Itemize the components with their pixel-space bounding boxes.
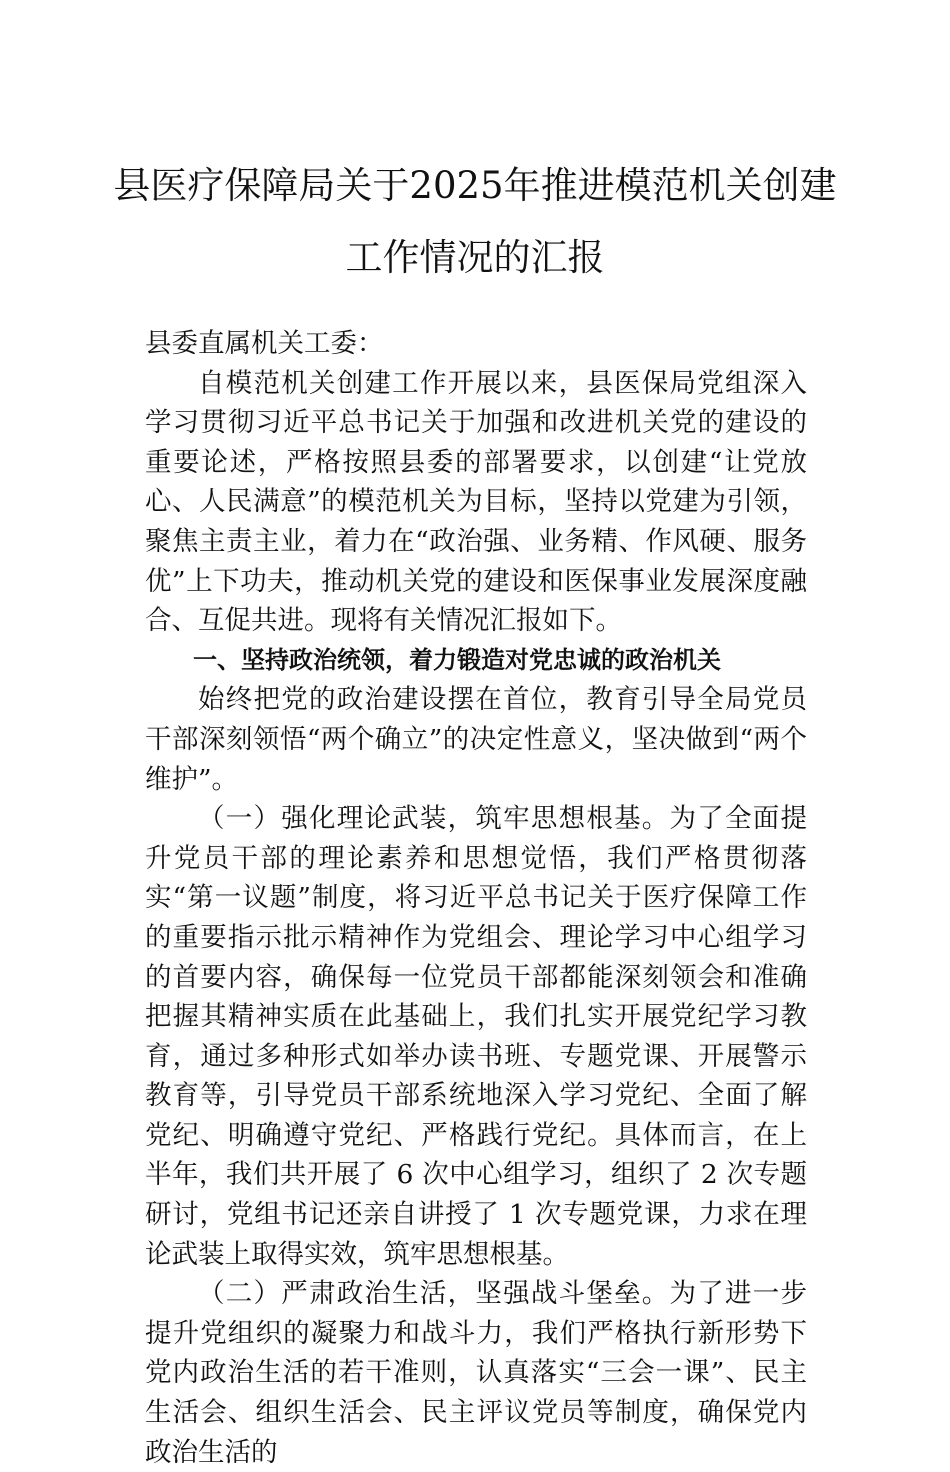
intro-paragraph: 自模范机关创建工作开展以来，县医保局党组深入学习贯彻习近平总书记关于加强和改进机关党的建设的重要论述，严格按照县委的部署要求，以创建“让党放心、人民满意”的模范机关为目标，坚持以党建为引领，聚焦主责主业，着力在“政治强、业务精、作风硬、服务优”上下功夫，推动机关党的建设和医保事业发展深度融合、互促共进。现将有关情况汇报如下。 [145, 367, 807, 637]
salutation: 县委直属机关工委： [145, 328, 384, 359]
section-1-intro-paragraph: 始终把党的政治建设摆在首位，教育引导全局党员干部深刻领悟“两个确立”的决定性意义，坚决做到“两个维护”。 [145, 684, 807, 795]
document-body [145, 324, 807, 1472]
section-heading-1: 一、坚持政治统领，着力锻造对党忠诚的政治机关 [193, 645, 721, 674]
document-title: 县医疗保障局关于2025年推进模范机关创建工作情况的汇报 [113, 164, 837, 279]
subsection-2-paragraph: （二）严肃政治生活，坚强战斗堡垒。为了进一步提升党组织的凝聚力和战斗力，我们严格执行新形势下党内政治生活的若干准则，认真落实“三会一课”、民主生活会、组织生活会、民主评议党员等制度，确保党内政治生活的 [145, 1278, 807, 1468]
subsection-1-paragraph: （一）强化理论武装，筑牢思想根基。为了全面提升党员干部的理论素养和思想觉悟，我们严格贯彻落实“第一议题”制度，将习近平总书记关于医疗保障工作的重要指示批示精神作为党组会、理论学习中心组学习的首要内容，确保每一位党员干部都能深刻领会和准确把握其精神实质在此基础上，我们扎实开展党纪学习教育，通过多种形式如举办读书班、专题党课、开展警示教育等，引导党员干部系统地深入学习党纪、全面了解党纪、明确遵守党纪、严格践行党纪。具体而言，在上半年，我们共开展了 6 次中心组学习，组织了 2 次专题研讨，党组书记还亲自讲授了 1 次专题党课，力求在理论武装上取得实效，筑牢思想根基。 [145, 803, 807, 1270]
